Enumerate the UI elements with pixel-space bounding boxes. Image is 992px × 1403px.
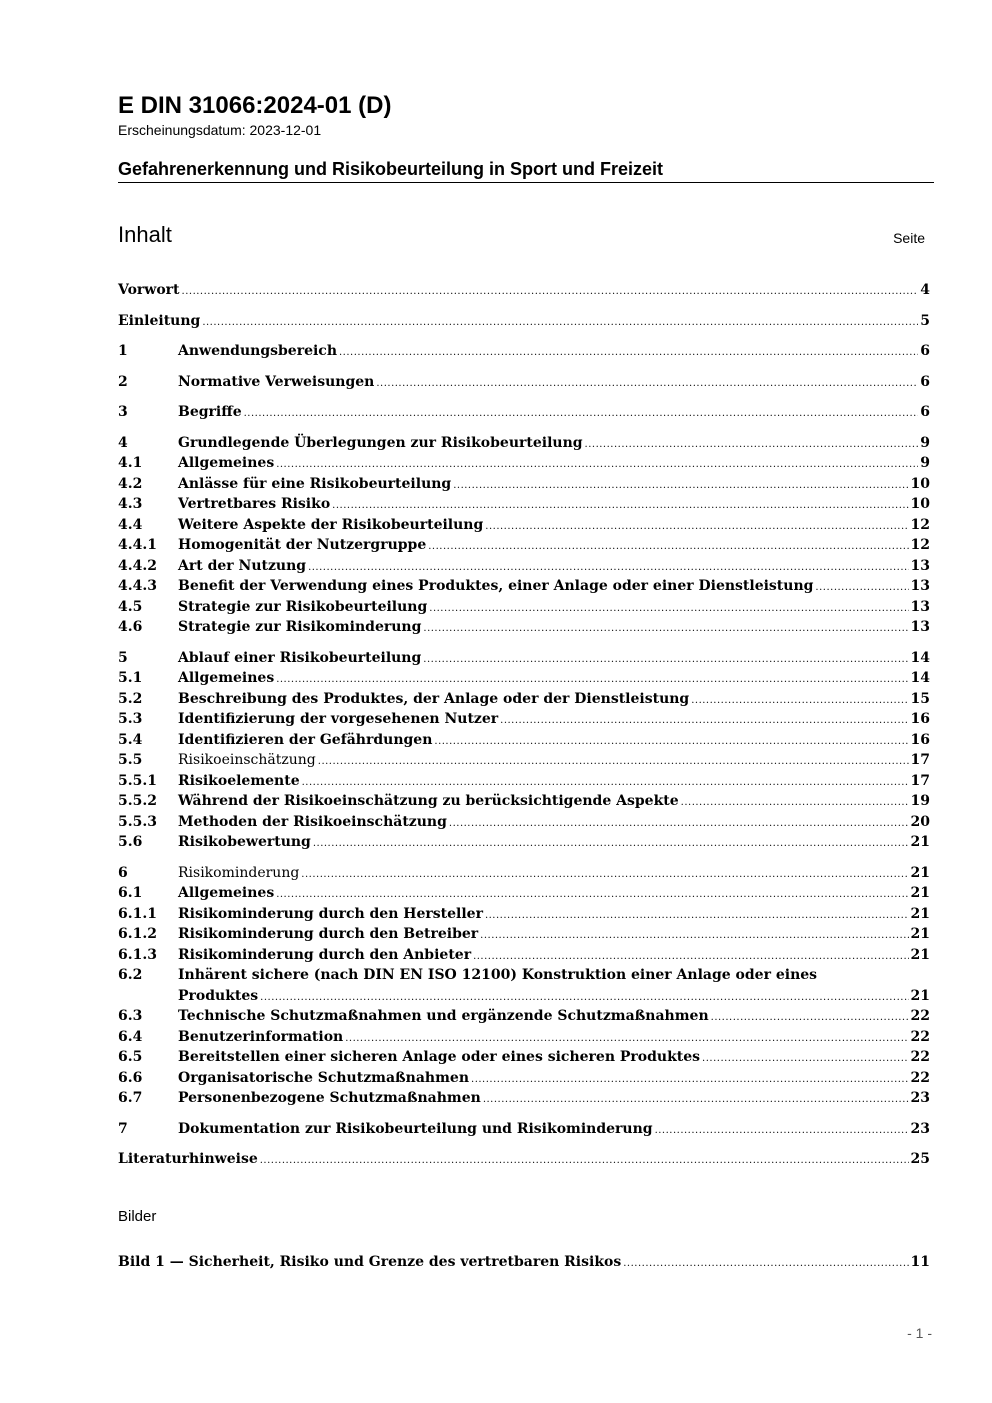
leader-dots [308, 556, 908, 577]
toc-entry-page: 10 [910, 496, 930, 512]
toc-entry-title-continued: Produktes [178, 987, 259, 1004]
toc-entry-number: 4.6 [118, 619, 143, 635]
toc-entry-title: Dokumentation zur Risikobeurteilung und Risikominderung [178, 1120, 653, 1137]
toc-entry[interactable] [118, 709, 930, 730]
toc-entry[interactable] [118, 311, 930, 332]
leader-dots [623, 1252, 908, 1273]
toc-entry-page: 5 [920, 312, 930, 329]
toc-entry-title: Benefit der Verwendung eines Produktes, einer Anlage oder einer Dienstleistung [178, 578, 814, 594]
leader-dots [301, 863, 908, 884]
publication-date: Erscheinungsdatum: 2023-12-01 [118, 122, 322, 138]
leader-dots [244, 402, 919, 423]
toc-entry[interactable] [118, 597, 930, 618]
table-of-contents [118, 280, 930, 1170]
toc-entry[interactable] [118, 832, 930, 853]
figure-list [118, 1252, 930, 1273]
leader-dots [711, 1006, 909, 1027]
leader-dots [276, 668, 908, 689]
toc-entry-number: 6.1.3 [118, 946, 157, 963]
leader-dots [302, 771, 909, 792]
leader-dots [691, 689, 908, 710]
leader-dots [376, 372, 918, 393]
leader-dots [485, 904, 909, 925]
toc-entry-page: 22 [910, 1008, 930, 1024]
toc-heading: Inhalt [118, 222, 172, 247]
leader-dots [434, 730, 908, 751]
toc-entry[interactable] [118, 1047, 930, 1068]
toc-entry-page: 21 [910, 926, 930, 942]
toc-entry-title: Vertretbares Risiko [178, 496, 331, 512]
toc-entry[interactable] [118, 1006, 930, 1027]
toc-entry[interactable] [118, 515, 930, 536]
toc-entry-page: 22 [910, 1069, 930, 1086]
toc-entry-number: 4.4 [118, 516, 143, 533]
toc-entry-title: Benutzerinformation [178, 1028, 344, 1045]
toc-entry-number: 6.6 [118, 1069, 143, 1086]
toc-entry-page: 12 [910, 537, 930, 553]
toc-entry-page: 25 [910, 1151, 930, 1167]
toc-entry-number: 4.1 [118, 455, 143, 471]
toc-entry-number: 5 [118, 649, 128, 666]
toc-entry-title: Risikominderung [178, 864, 300, 881]
toc-entry-title: Begriffe [178, 404, 242, 420]
toc-entry-title: Während der Risikoeinschätzung zu berücksichtigende Aspekte [178, 793, 679, 809]
toc-entry-title: Beschreibung des Produktes, der Anlage oder der Dienstleistung [178, 690, 690, 707]
toc-entry-page: 6 [920, 343, 930, 359]
toc-entry-title: Weitere Aspekte der Risikobeurteilung [178, 516, 484, 533]
toc-entry-number: 5.5.2 [118, 793, 157, 809]
figure-entry-page: 11 [910, 1254, 930, 1270]
toc-entry-number: 5.3 [118, 711, 143, 727]
toc-entry-page: 6 [920, 404, 930, 420]
toc-entry-title: Bereitstellen einer sicheren Anlage oder eines sicheren Produktes [178, 1049, 701, 1065]
toc-entry-title: Ablauf einer Risikobeurteilung [178, 649, 422, 666]
leader-dots [260, 1149, 909, 1170]
toc-entry-number: 4 [118, 434, 128, 451]
toc-entry-number: 6.4 [118, 1028, 143, 1045]
toc-entry-title: Vorwort [118, 282, 180, 298]
leader-dots [655, 1119, 909, 1140]
toc-entry-title: Risikominderung durch den Hersteller [178, 905, 483, 922]
toc-entry-number: 5.5.1 [118, 772, 157, 789]
toc-entry-title: Literaturhinweise [118, 1151, 258, 1167]
toc-entry-title: Allgemeines [178, 455, 275, 471]
toc-entry-number: 5.2 [118, 690, 143, 707]
figure-entry[interactable] [118, 1252, 930, 1273]
leader-dots [423, 617, 908, 638]
toc-entry-number: 5.5 [118, 752, 143, 768]
toc-entry-page: 16 [910, 731, 930, 748]
toc-entry-title: Risikoelemente [178, 772, 300, 789]
toc-entry[interactable] [118, 474, 930, 495]
leader-dots [423, 648, 908, 669]
toc-entry-page: 21 [910, 864, 930, 881]
toc-entry-number: 7 [118, 1120, 128, 1137]
toc-entry-page: 13 [910, 598, 930, 615]
figures-heading: Bilder [118, 1208, 157, 1225]
toc-entry-title: Identifizierung der vorgesehenen Nutzer [178, 711, 499, 727]
toc-entry-number: 6.3 [118, 1008, 143, 1024]
toc-entry-page: 13 [910, 578, 930, 594]
toc-entry-title: Risikominderung durch den Betreiber [178, 926, 479, 942]
toc-entry[interactable] [118, 965, 930, 986]
toc-entry-number: 6.2 [118, 967, 143, 983]
figure-entry-title: Bild 1 — Sicherheit, Risiko und Grenze des vertretbaren Risikos [118, 1254, 622, 1270]
leader-dots [681, 791, 909, 812]
leader-dots [313, 832, 909, 853]
toc-entry-page: 22 [910, 1028, 930, 1045]
toc-entry[interactable] [118, 904, 930, 925]
leader-dots [182, 280, 919, 301]
toc-entry[interactable] [118, 576, 930, 597]
toc-entry-number: 6.7 [118, 1090, 143, 1106]
leader-dots [429, 597, 908, 618]
toc-entry[interactable] [118, 1119, 930, 1140]
toc-entry-page: 21 [910, 905, 930, 922]
toc-entry-title: Anwendungsbereich [178, 343, 337, 359]
leader-dots [318, 750, 909, 771]
toc-entry[interactable] [118, 668, 930, 689]
toc-entry-number: 6.1.2 [118, 926, 157, 942]
toc-entry[interactable] [118, 771, 930, 792]
leader-dots [473, 945, 908, 966]
toc-entry[interactable] [118, 812, 930, 833]
toc-entry[interactable] [118, 341, 930, 362]
toc-entry-number: 6.1.1 [118, 905, 157, 922]
toc-entry-page: 21 [910, 885, 930, 901]
leader-dots [585, 433, 919, 454]
toc-entry-number: 5.5.3 [118, 813, 157, 830]
leader-dots [702, 1047, 908, 1068]
toc-entry[interactable] [118, 1068, 930, 1089]
toc-entry-title: Organisatorische Schutzmaßnahmen [178, 1069, 470, 1086]
toc-entry-number: 4.3 [118, 496, 143, 512]
toc-entry-title: Anlässe für eine Risikobeurteilung [178, 475, 452, 492]
toc-entry[interactable] [118, 433, 930, 454]
toc-entry-page: 17 [910, 772, 930, 789]
toc-entry-page: 14 [910, 670, 930, 686]
toc-entry[interactable] [118, 372, 930, 393]
toc-entry-page: 15 [910, 690, 930, 707]
document-title: Gefahrenerkennung und Risikobeurteilung in Sport und Freizeit [118, 159, 664, 179]
toc-entry-number: 4.4.1 [118, 537, 157, 553]
page-column-label: Seite [893, 230, 925, 246]
toc-entry-title: Allgemeines [178, 670, 275, 686]
toc-entry-page: 9 [920, 434, 930, 451]
toc-entry-number: 6 [118, 864, 128, 881]
toc-entry-page: 13 [910, 557, 930, 574]
leader-dots [480, 924, 908, 945]
toc-entry-title: Strategie zur Risikobeurteilung [178, 598, 428, 615]
toc-entry[interactable] [118, 453, 930, 474]
toc-entry-page: 23 [910, 1120, 930, 1137]
toc-entry[interactable] [118, 689, 930, 710]
toc-entry-page: 17 [910, 752, 930, 768]
toc-entry[interactable] [118, 924, 930, 945]
toc-entry-title: Identifizieren der Gefährdungen [178, 731, 433, 748]
toc-entry[interactable] [118, 945, 930, 966]
toc-entry[interactable] [118, 1149, 930, 1170]
toc-entry[interactable] [118, 1088, 930, 1109]
leader-dots [276, 883, 908, 904]
toc-entry[interactable] [118, 280, 930, 301]
toc-entry-page: 21 [910, 834, 930, 850]
leader-dots [339, 341, 918, 362]
toc-entry-number: 2 [118, 373, 128, 390]
leader-dots [471, 1068, 909, 1089]
toc-entry-number: 5.1 [118, 670, 143, 686]
toc-entry-number: 4.4.3 [118, 578, 157, 594]
toc-entry-page: 23 [910, 1090, 930, 1106]
leader-dots [345, 1027, 908, 1048]
toc-entry[interactable] [118, 750, 930, 771]
leader-dots [485, 515, 908, 536]
toc-entry-page: 13 [910, 619, 930, 635]
toc-entry-number: 4.4.2 [118, 557, 157, 574]
toc-entry-title: Grundlegende Überlegungen zur Risikobeurteilung [178, 434, 583, 451]
leader-dots [453, 474, 908, 495]
toc-entry[interactable] [118, 1027, 930, 1048]
toc-entry-title: Personenbezogene Schutzmaßnahmen [178, 1090, 481, 1106]
toc-entry-title: Einleitung [118, 312, 201, 329]
leader-dots [428, 535, 908, 556]
leader-dots [202, 311, 918, 332]
toc-entry-page: 14 [910, 649, 930, 666]
leader-dots [260, 986, 908, 1007]
toc-entry-number: 6.1 [118, 885, 143, 901]
toc-entry-page: 6 [920, 373, 930, 390]
toc-entry-title: Homogenität der Nutzergruppe [178, 537, 427, 553]
toc-entry[interactable] [118, 556, 930, 577]
toc-entry-title: Technische Schutzmaßnahmen und ergänzende Schutzmaßnahmen [178, 1008, 709, 1024]
leader-dots [276, 453, 918, 474]
toc-entry-number: 6.5 [118, 1049, 143, 1065]
toc-entry-title: Risikoeinschätzung [178, 752, 316, 768]
toc-entry[interactable] [118, 986, 930, 1007]
document-id: E DIN 31066:2024-01 (D) [118, 92, 392, 119]
toc-entry-page: 4 [920, 282, 930, 298]
leader-dots [815, 576, 908, 597]
toc-entry-title: Normative Verweisungen [178, 373, 375, 390]
toc-entry-title: Art der Nutzung [178, 557, 307, 574]
toc-entry-title: Risikominderung durch den Anbieter [178, 946, 472, 963]
toc-entry-title: Risikobewertung [178, 834, 311, 850]
toc-entry[interactable] [118, 791, 930, 812]
leader-dots [500, 709, 908, 730]
toc-entry-page: 20 [910, 813, 930, 830]
leader-dots [332, 494, 908, 515]
toc-entry-number: 5.6 [118, 834, 143, 850]
toc-entry-title: Strategie zur Risikominderung [178, 619, 422, 635]
leader-dots [449, 812, 909, 833]
toc-entry-page: 9 [920, 455, 930, 471]
toc-entry-number: 4.2 [118, 475, 143, 492]
toc-entry-page: 22 [910, 1049, 930, 1065]
toc-entry-page: 12 [910, 516, 930, 533]
title-divider [118, 182, 934, 183]
toc-entry-title: Inhärent sichere (nach DIN EN ISO 12100) Konstruktion einer Anlage oder eines [178, 967, 818, 983]
toc-entry[interactable] [118, 648, 930, 669]
toc-entry-title: Methoden der Risikoeinschätzung [178, 813, 447, 830]
toc-entry-page: 10 [910, 475, 930, 492]
toc-entry-page: 21 [910, 987, 930, 1004]
toc-entry[interactable] [118, 535, 930, 556]
toc-entry-title: Allgemeines [178, 885, 275, 901]
toc-entry[interactable] [118, 863, 930, 884]
toc-entry[interactable] [118, 730, 930, 751]
toc-entry-page: 16 [910, 711, 930, 727]
toc-entry-number: 3 [118, 404, 128, 420]
toc-entry-number: 4.5 [118, 598, 143, 615]
toc-entry-page: 19 [910, 793, 930, 809]
toc-entry[interactable] [118, 402, 930, 423]
toc-entry[interactable] [118, 494, 930, 515]
toc-entry[interactable] [118, 883, 930, 904]
toc-entry[interactable] [118, 617, 930, 638]
page-number: - 1 - [907, 1325, 932, 1341]
toc-entry-number: 1 [118, 343, 128, 359]
toc-entry-number: 5.4 [118, 731, 143, 748]
leader-dots [483, 1088, 909, 1109]
toc-entry-page: 21 [910, 946, 930, 963]
